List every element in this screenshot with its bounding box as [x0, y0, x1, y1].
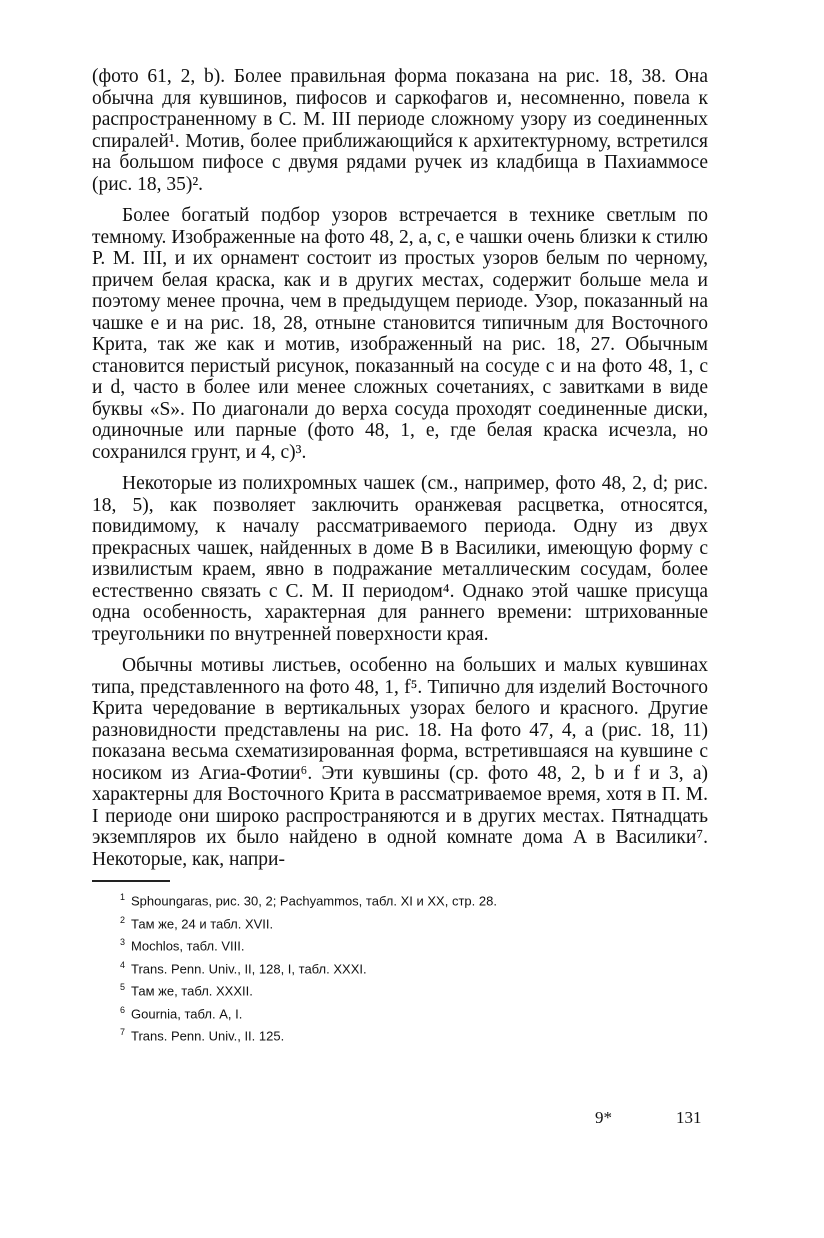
- footnote: [120, 1023, 708, 1046]
- footnote-text: Там же, 24 и табл. XVII.: [131, 915, 274, 931]
- page-body: [92, 66, 708, 1046]
- footnote-number: 4: [120, 959, 126, 970]
- paragraph: Более богатый подбор узоров встречается в технике светлым по темному. Изображенные на фото 48, 2, a, c, e чашки очень близки к стилю Р. М. III, и их орнамент состоит из простых узоров белым по черному, причем белая краска, как и в других местах, содержит больше мела и поэтому менее прочна, чем в предыдущем периоде. Узор, показанный на чашке e и на рис. 18, 28, отныне становится типичным для Восточного Крита, так же как и мотив, изображенный на рис. 18, 27. Обычным становится перистый рисунок, показанный на сосуде c и на фото 48, 1, c и d, часто в более или менее сложных сочетаниях, с завитками в виде буквы «S». По диагонали до верха сосуда проходят соединенные диски, одиночные или парные (фото 48, 1, e, где белая краска исчезла, но сохранился грунт, и 4, c)³.: [92, 205, 708, 463]
- paragraph: Обычны мотивы листьев, особенно на больших и малых кувшинах типа, представленного на фото 48, 1, f⁵. Типично для изделий Восточного Крита чередование в вертикальных узорах белого и красного. Другие разновидности представлены на рис. 18. На фото 47, 4, a (рис. 18, 11) показана весьма схематизированная форма, встретившаяся на кувшине с носиком из Агиа-Фотии⁶. Эти кувшины (ср. фото 48, 2, b и f и 3, a) характерны для Восточного Крита в рассматриваемое время, хотя в П. М. I периоде они широко распространяются и в других местах. Пятнадцать экземпляров их было найдено в одной комнате дома A в Василики⁷. Некоторые, как, напри-: [92, 655, 708, 870]
- footnote-text: Mochlos, табл. VIII.: [131, 938, 245, 954]
- page-number: 131: [676, 1108, 702, 1127]
- footnote: [120, 1001, 708, 1024]
- footnote-text: Gournia, табл. A, I.: [131, 1005, 243, 1021]
- footnotes-list: [92, 888, 708, 1046]
- footnote-text: Там же, табл. XXXII.: [131, 983, 253, 999]
- footnote-text: Sphoungaras, рис. 30, 2; Pachyammos, табл. XI и XX, стр. 28.: [131, 893, 497, 909]
- footnote: [120, 933, 708, 956]
- signature-mark: 9*: [595, 1108, 612, 1127]
- footnote: [120, 956, 708, 979]
- paragraph: Некоторые из полихромных чашек (см., например, фото 48, 2, d; рис. 18, 5), как позволяет заключить оранжевая расцветка, относятся, повидимому, к началу рассматриваемого периода. Одну из двух прекрасных чашек, найденных в доме B в Василики, имеющую форму с извилистым краем, явно в подражание металлическим сосудам, более естественно связать с С. М. II периодом⁴. Однако этой чашке присуща одна особенность, характерная для раннего времени: штрихованные треугольники по внутренней поверхности края.: [92, 473, 708, 645]
- footnote-number: 3: [120, 937, 126, 948]
- footnote-number: 2: [120, 914, 126, 925]
- footnote-number: 7: [120, 1027, 126, 1038]
- footnote-text: Trans. Penn. Univ., II, 128, I, табл. XXXI.: [131, 960, 367, 976]
- footnote-text: Trans. Penn. Univ., II. 125.: [131, 1028, 285, 1044]
- footnote-number: 6: [120, 1004, 126, 1015]
- footnote: [120, 978, 708, 1001]
- footnote-divider: [92, 880, 170, 882]
- paragraph: (фото 61, 2, b). Более правильная форма показана на рис. 18, 38. Она обычна для кувшинов, пифосов и саркофагов и, несомненно, повела к распространенному в С. М. III периоде сложному узору из соединенных спиралей¹. Мотив, более приближающийся к архитектурному, встретился на большом пифосе с двумя рядами ручек из кладбища в Пахиаммосе (рис. 18, 35)².: [92, 66, 708, 195]
- footnote: [120, 888, 708, 911]
- footnote-number: 5: [120, 982, 126, 993]
- footnote: [120, 911, 708, 934]
- footnote-number: 1: [120, 892, 126, 902]
